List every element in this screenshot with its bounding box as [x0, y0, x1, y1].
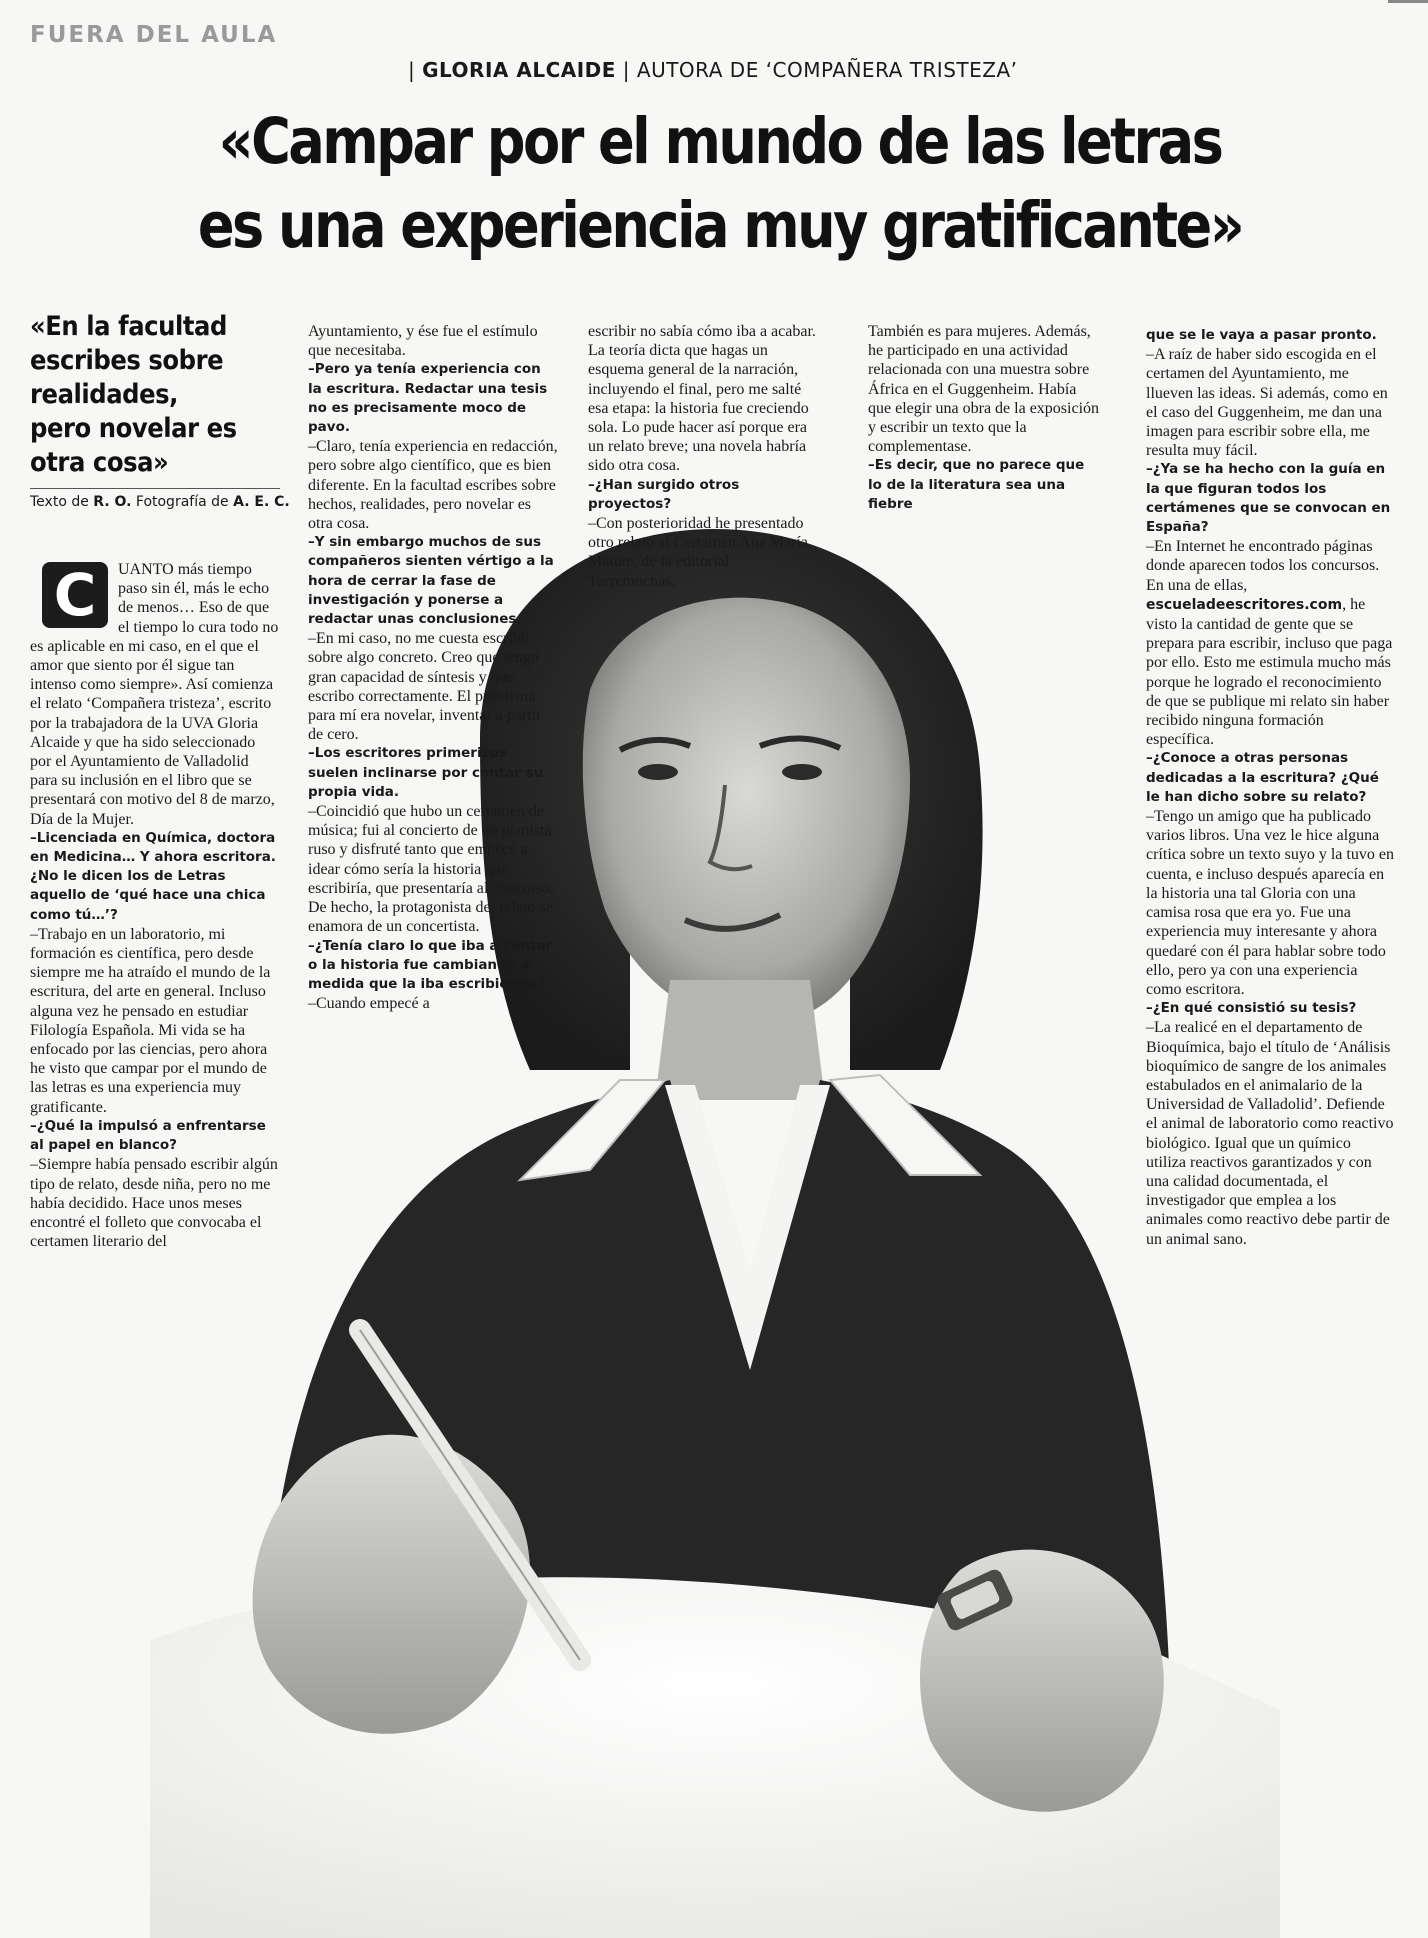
question: –¿Tenía claro lo que iba a contar o la historia fue cambiando a medida que la iba escribiendo? — [308, 937, 553, 992]
section-label: FUERA DEL AULA — [30, 22, 278, 48]
kicker-name: GLORIA ALCAIDE — [422, 58, 616, 82]
kicker-divider-2: | — [615, 58, 637, 82]
question: –¿Qué la impulsó a enfrentarse al papel en blanco? — [30, 1117, 266, 1154]
answer: Ayuntamiento, y ése fue el estímulo que necesitaba. — [308, 323, 538, 360]
answer: –Siempre había pensado escribir algún tipo de relato, desde niña, pero no me había decidido. Hace unos meses encontré el folleto que convocaba el certamen literario del — [30, 1156, 278, 1251]
drop-cap: C — [42, 562, 108, 628]
answer: –Cuando empecé a — [308, 995, 430, 1013]
answer: –En mi caso, no me cuesta escribir sobre algo concreto. Creo que tengo gran capacidad de síntesis y que escribo correctamente. El problema para mí era novelar, inventar a partir de cero. — [308, 630, 542, 744]
subheadline-quote: «En la facultad escribes sobre realidades, pero novelar es otra cosa» — [30, 311, 237, 478]
website-link[interactable]: escueladeescritores.com — [1146, 596, 1343, 613]
answer — [1146, 537, 1394, 749]
answer: escribir no sabía cómo iba a acabar. La teoría dicta que hagas un esquema general de la narración, incluyendo el final, pero me salté esa etapa: la historia fue creciendo sola. Lo pude hacer así porque era un relato breve; una novela habría sido otra cosa. — [588, 323, 816, 475]
face — [583, 598, 910, 1027]
question: –¿Han surgido otros proyectos? — [588, 476, 740, 512]
kicker — [408, 58, 1018, 82]
answer: –La realicé en el departamento de Bioquímica, bajo el título de ‘Análisis bioquímico de sangre de los animales estabulados en el animalario de la Universidad de Valladolid’. Defiende el animal de laboratorio como reactivo biológico. Igual que un químico utiliza reactivos garantizados y con una calidad documentada, el investigador que emplea a los animales como reactivo debe partir de un animal sano. — [1146, 1019, 1394, 1248]
answer: –Tengo un amigo que ha publicado varios libros. Una vez le hice alguna crítica sobre un texto suyo y la tuvo en cuenta, e incluso después aparecía en la historia una tal Gloria con una camisa rosa que era yo. Fue una experiencia muy interesante y ahora quedaré con él para hablar sobre todo ello, pero ya con una experiencia como escritora. — [1146, 808, 1394, 998]
question: –Licenciada en Química, doctora en Medicina… Y ahora escritora. ¿No le dicen los de Letras aquello de ‘qué hace una chica como tú…’? — [30, 829, 276, 923]
question: –¿Ya se ha hecho con la guía en la que figuran todos los certámenes que se convocan en España? — [1146, 461, 1391, 536]
question: –Y sin embargo muchos de sus compañeros sienten vértigo a la hora de cerrar la fase de investigación y ponerse a redactar unas conclusiones. — [308, 534, 554, 628]
answer-text: , he visto la cantidad de gente que se prepara para escribir, incluso que paga por ello. Esto me estimula mucho más porque he logrado el reconocimiento de que se publique mi relato sin haber recibido ninguna formación específica. — [1146, 595, 1393, 749]
question: –¿Conoce a otras personas dedicadas a la escritura? ¿Qué le han dicho sobre su relato? — [1146, 750, 1379, 805]
byline-credit — [30, 494, 290, 510]
corner-rule — [1388, 0, 1428, 3]
answer: También es para mujeres. Además, he participado en una actividad relacionada con una muestra sobre África en el Guggenheim. Había que elegir una obra de la exposición y escribir un texto que la complementase. — [868, 323, 1100, 456]
answer-text: –En Internet he encontrado páginas donde aparecen todos los concursos. En una de ellas, — [1146, 538, 1380, 594]
headline-line-2: es una experiencia muy gratificante» — [197, 189, 1243, 262]
article-column-1 — [30, 560, 280, 1251]
question: –Los escritores primerizos suelen inclinarse por contar su propia vida. — [308, 745, 544, 800]
headline — [152, 100, 1287, 268]
credit-text-prefix: Texto de — [30, 494, 94, 510]
headline-line-1: «Campar por el mundo de las letras — [218, 105, 1222, 178]
question: –Es decir, que no parece que lo de la literatura sea una fiebre — [868, 457, 1085, 512]
credit-text-author: R. O. — [93, 494, 132, 510]
credit-photo-prefix: Fotografía de — [131, 494, 234, 510]
kicker-divider: | — [408, 58, 423, 82]
article-column-3 — [588, 322, 820, 591]
article-column-4 — [868, 322, 1100, 514]
article-column-2 — [308, 322, 558, 1013]
answer: –Claro, tenía experiencia en redacción, pero sobre algo científico, que es bien diferente. En la facultad escribes sobre hechos, realidades, pero novelar es otra cosa. — [308, 438, 558, 533]
question: –Pero ya tenía experiencia con la escritura. Redactar una tesis no es precisamente moco de pavo. — [308, 361, 548, 436]
question: que se le vaya a pasar pronto. — [1146, 327, 1377, 343]
answer: –Trabajo en un laboratorio, mi formación es científica, pero desde siempre me ha atraído el mundo de la escritura, del arte en general. Incluso alguna vez he pensado en estudiar Filología Española. Mi vida se ha enfocado por las ciencias, pero ahora he visto que campar por el mundo de las letras es una experiencia muy gratificante. — [30, 925, 271, 1116]
article-column-5 — [1146, 326, 1394, 1249]
answer: –Coincidió que hubo un certamen de música; fui al concierto de un pianista ruso y disfruté tanto que empecé a idear cómo sería la historia que escribiría, que presentaría al concurso. De hecho, la protagonista del relato se enamora de un concertista. — [308, 803, 555, 936]
credit-photo-author: A. E. C. — [233, 494, 290, 510]
answer: –Con posterioridad he presentado otro relato al Certamen Ana María Matute, de la editorial Torremochas. — [588, 515, 808, 590]
question: –¿En qué consistió su tesis? — [1146, 1000, 1357, 1017]
answer: –A raíz de haber sido escogida en el certamen del Ayuntamiento, me llueven las ideas. Si además, como en el caso del Guggenheim, me dan una imagen para escribir sobre ella, me resulta muy fácil. — [1146, 346, 1388, 460]
intro-paragraph: UANTO más tiempo paso sin él, más le echo de menos… Eso de que el tiempo lo cura todo no es aplicable en mi caso, en el que el amor que siento por él sigue tan intenso como siempre». Así comienza el relato ‘Compañera tristeza’, escrito por la trabajadora de la UVA Gloria Alcaide y que ha sido seleccionado por el Ayuntamiento de Valladolid para su inclusión en el libro que se presentará con motivo del 8 de marzo, Día de la Mujer. — [30, 561, 279, 828]
kicker-role: AUTORA DE ‘COMPAÑERA TRISTEZA’ — [636, 58, 1018, 82]
credit-rule — [30, 488, 280, 489]
